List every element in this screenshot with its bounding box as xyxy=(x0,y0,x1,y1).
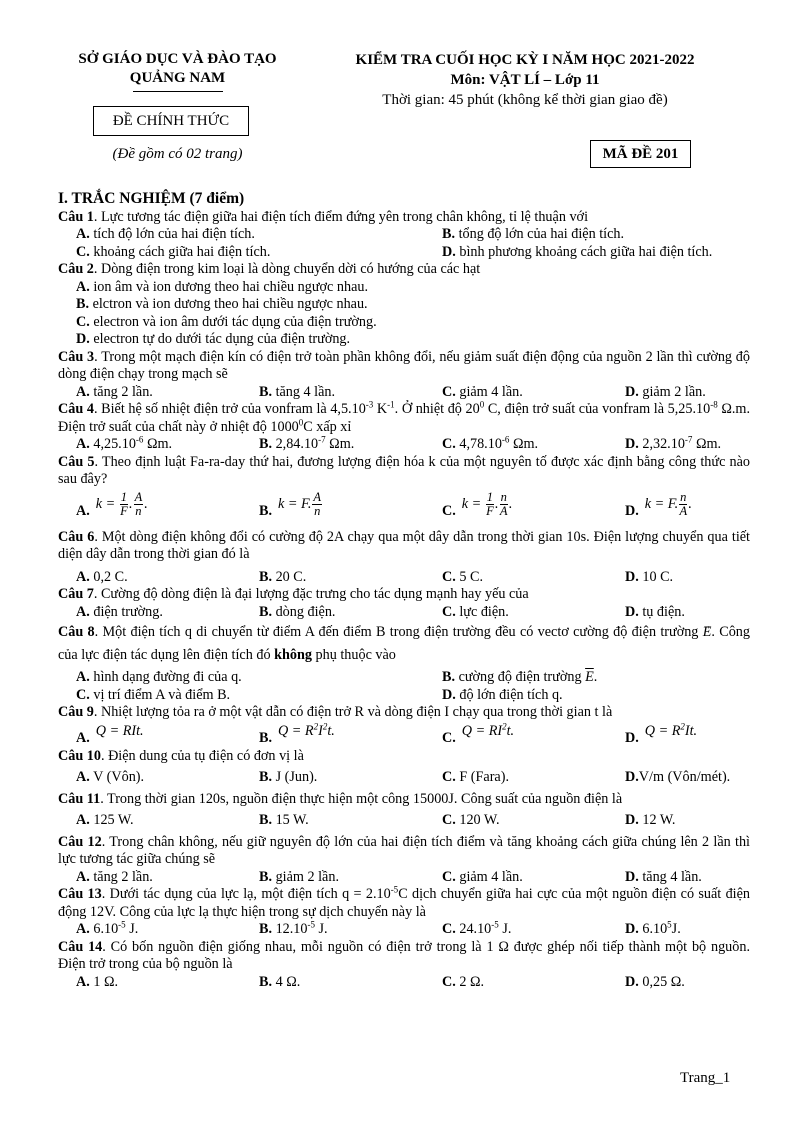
exam-title: KIỂM TRA CUỐI HỌC KỲ I NĂM HỌC 2021-2022 xyxy=(355,52,695,68)
option-d: D. tụ điện. xyxy=(625,603,685,620)
option-a: A. $6.10^{-5}$ J. xyxy=(76,919,139,937)
exam-code: MÃ ĐỀ 201 xyxy=(590,140,691,168)
options-row xyxy=(58,384,750,402)
option-b: B. J (Jun). xyxy=(259,769,318,785)
option-a: A. hình dạng đường đi của q. xyxy=(76,669,242,685)
option-c: C. giảm 4 lần. xyxy=(442,868,523,885)
question-9: Câu 9. Nhiệt lượng tỏa ra ở một vật dẫn có điện trở R và dòng điện I chạy qua trong thời gian t là xyxy=(58,704,613,720)
option-d: D. tăng 4 lần. xyxy=(625,868,702,885)
fraction: $\frac{1}{F}$ xyxy=(486,489,494,518)
question-4: Câu 4. Biết hệ số nhiệt điện trở của vonfram là $4,5.10^{-3}$ $K^{-1}$. Ở nhiệt độ $20^0$ C, điện trở suất của vonfram là $5,25.10^{-8}$ Ω.m. Điện trở suất của chất này ở nhiệt độ 1000$^0$C xấp xỉ xyxy=(58,399,750,435)
option-c: C. F (Fara). xyxy=(442,769,509,785)
option-c: C. 5 C. xyxy=(442,568,483,585)
options-row xyxy=(58,812,750,830)
option-d: D.V/m (Vôn/mét). xyxy=(625,769,731,785)
option-c: C. $Q = RI^2t$. xyxy=(442,721,515,746)
official-stamp-box: ĐỀ CHÍNH THỨC xyxy=(93,106,249,136)
exam-time: Thời gian: 45 phút (không kể thời gian giao đề) xyxy=(382,92,668,108)
option-a: A. tăng 2 lần. xyxy=(76,383,153,400)
options-row xyxy=(58,489,750,525)
department-header xyxy=(55,50,300,92)
fraction: $\frac{1}{F}$ xyxy=(120,489,128,518)
options-row xyxy=(58,604,750,622)
fraction: $\frac{A}{n}$ xyxy=(313,489,322,518)
option-d: D. độ lớn điện tích q. xyxy=(442,686,563,703)
option-a: A. ion âm và ion dương theo hai chiều ngược nhau. xyxy=(76,278,369,295)
option-c: C. 120 W. xyxy=(442,812,500,828)
option-c: C. k = $\frac{1}{F}$ . $\frac{n}{A}$ . xyxy=(442,489,513,519)
question-5: Câu 5. Theo định luật Fa-ra-day thứ hai, đương lượng điện hóa k của một nguyên tố được xác định bằng công thức nào sau đây? xyxy=(58,453,751,487)
option-d: D. $Q = R^2It$. xyxy=(625,721,698,746)
option-c: C. $4,78.10^{-6}$ Ωm. xyxy=(442,434,539,452)
option-d: bình phương khoảng cách giữa hai điện tích. xyxy=(459,243,713,260)
fraction: $\frac{A}{n}$ xyxy=(134,489,143,518)
option-d: D. $2,32.10^{-7}$ Ωm. xyxy=(625,434,722,452)
question-label: Câu 1 xyxy=(58,208,94,225)
option-c: C. electron và ion âm dưới tác dụng của điện trường. xyxy=(76,313,377,330)
option-b: B. giảm 2 lần. xyxy=(259,868,339,885)
options-row xyxy=(58,722,750,748)
option-a: A. Q = RIt. xyxy=(76,723,144,746)
option-a: A. điện trường. xyxy=(76,603,163,620)
option-b: B. 4 Ω. xyxy=(259,973,301,990)
question-1 xyxy=(58,209,750,227)
option-b: B. 15 W. xyxy=(259,812,309,828)
page-footer: Trang_1 xyxy=(680,1070,731,1086)
options-row xyxy=(58,921,750,939)
question-14: Câu 14. Có bốn nguồn điện giống nhau, mỗi nguồn có điện trở trong là 1 Ω được ghép nối tiếp thành một bộ nguồn. Điện trở trong của bộ nguồn là xyxy=(58,938,750,972)
option-a: A. 1 Ω. xyxy=(76,973,119,990)
question-list xyxy=(58,190,750,991)
option-b: B. $2,84.10^{-7}$ Ωm. xyxy=(259,434,355,452)
option-c: khoảng cách giữa hai điện tích. xyxy=(93,243,271,260)
question-3: Câu 3. Trong một mạch điện kín có điện trở toàn phần không đổi, nếu giảm suất điện động của nguồn 2 lần thì cường độ dòng điện chạy trong mạch sẽ xyxy=(58,348,750,382)
option-a: A. 0,2 C. xyxy=(76,568,128,585)
option-c: C. lực điện. xyxy=(442,603,509,620)
vector-e: → E xyxy=(703,624,712,640)
option-b: B. dòng điện. xyxy=(259,603,336,620)
header-underline xyxy=(133,91,223,92)
option-b: B. 20 C. xyxy=(259,568,307,585)
options-row xyxy=(58,869,750,887)
option-b: B. $Q = R^2I^2t$. xyxy=(259,721,335,746)
options-row xyxy=(58,569,750,587)
option-b: tổng độ lớn của hai điện tích. xyxy=(458,226,625,242)
question-11: Câu 11. Trong thời gian 120s, nguồn điện thực hiện một công 15000J. Công suất của nguồn điện là xyxy=(58,790,623,807)
question-10: Câu 10. Điện dung của tụ điện có đơn vị là xyxy=(58,747,304,764)
option-b: B. cường độ điện trường $\overline{E}$. xyxy=(442,669,598,685)
exam-subject: Môn: VẬT LÍ – Lớp 11 xyxy=(450,72,600,88)
option-a: tích độ lớn của hai điện tích. xyxy=(93,226,255,242)
question-7: Câu 7. Cường độ dòng điện là đại lượng đặc trưng cho tác dụng mạnh hay yếu của xyxy=(58,586,529,602)
option-c: C. 2 Ω. xyxy=(442,973,485,990)
option-d: D. 6.10$^5$J. xyxy=(625,919,681,937)
option-b: B. elctron và ion dương theo hai chiều ngược nhau. xyxy=(76,296,368,312)
options-row xyxy=(58,669,750,687)
option-b: B. tăng 4 lần. xyxy=(259,383,336,400)
fraction: $\frac{n}{A}$ xyxy=(679,489,688,518)
options-row: A. tích độ lớn của hai điện tích. B. tổng độ lớn của hai điện tích. xyxy=(76,226,625,242)
option-c: C. giảm 4 lần. xyxy=(442,383,523,400)
option-d: D. 10 C. xyxy=(625,568,674,585)
options-row xyxy=(58,687,750,705)
options-row xyxy=(58,436,750,454)
option-d: D. 0,25 Ω. xyxy=(625,973,685,990)
option-b: B. k = F. $\frac{A}{n}$ xyxy=(259,489,322,519)
option-d: D. 12 W. xyxy=(625,812,676,828)
option-a: A. $4,25.10^{-6}$ Ωm. xyxy=(76,434,173,452)
option-a: A. k = $\frac{1}{F}$ . $\frac{A}{n}$ . xyxy=(76,489,148,519)
question-13: Câu 13. Dưới tác dụng của lực lạ, một điện tích $q = 2.10^{-5}C$ dịch chuyển giữa hai cực của một nguồn điện có suất điện động 12V. Công của lực lạ thực hiện trong sự dịch chuyển này là xyxy=(58,884,750,920)
option-c: C. $24.10^{-5}$ J. xyxy=(442,919,512,937)
option-a: A. 125 W. xyxy=(76,812,134,828)
option-d: D. giảm 2 lần. xyxy=(625,383,706,400)
option-d: D. k = F. $\frac{n}{A}$ . xyxy=(625,489,692,519)
option-a: A. tăng 2 lần. xyxy=(76,868,153,885)
question-8: Câu 8. Một điện tích q di chuyển từ điểm A đến điểm B trong điện trường đều có vectơ cường độ điện trường → E. Công của lực điện tác dụng lên điện tích đó không phụ thuộc vào xyxy=(58,621,750,667)
option-a: A. V (Vôn). xyxy=(76,769,145,785)
pages-note: (Đề gồm có 02 trang) xyxy=(112,146,243,162)
options-row: C. khoảng cách giữa hai điện tích. D. bình phương khoảng cách giữa hai điện tích. xyxy=(76,243,713,260)
section-title: I. TRẮC NGHIỆM (7 điểm) xyxy=(58,190,245,207)
department-line1: SỞ GIÁO DỤC VÀ ĐÀO TẠO xyxy=(78,51,277,67)
exam-header xyxy=(310,50,740,110)
option-c: C. vị trí điểm A và điểm B. xyxy=(76,686,231,703)
option-d: D. electron tự do dưới tác dụng của điện trường. xyxy=(76,331,351,347)
question-text: . Lực tương tác điện giữa hai điện tích điểm đứng yên trong chân không, tỉ lệ thuận với xyxy=(93,208,589,225)
question-6: Câu 6. Một dòng điện không đổi có cường độ 2A chạy qua một dây dẫn trong thời gian 10s. Điện lượng chuyển qua tiết diện dây dẫn trong thời gian đó là xyxy=(58,528,750,562)
department-line2: QUẢNG NAM xyxy=(129,70,226,86)
options-row xyxy=(58,974,750,992)
option-b: B. $12.10^{-5}$ J. xyxy=(259,919,328,937)
options-row xyxy=(58,769,750,787)
question-12: Câu 12. Trong chân không, nếu giữ nguyên độ lớn của hai điện tích điểm và tăng khoảng cách giữa chúng lên 2 lần thì lực tương tác giữa chúng sẽ xyxy=(58,833,750,867)
question-2: Câu 2. Dòng điện trong kim loại là dòng chuyển dời có hướng của các hạt xyxy=(58,261,481,277)
fraction: $\frac{n}{A}$ xyxy=(499,489,508,518)
